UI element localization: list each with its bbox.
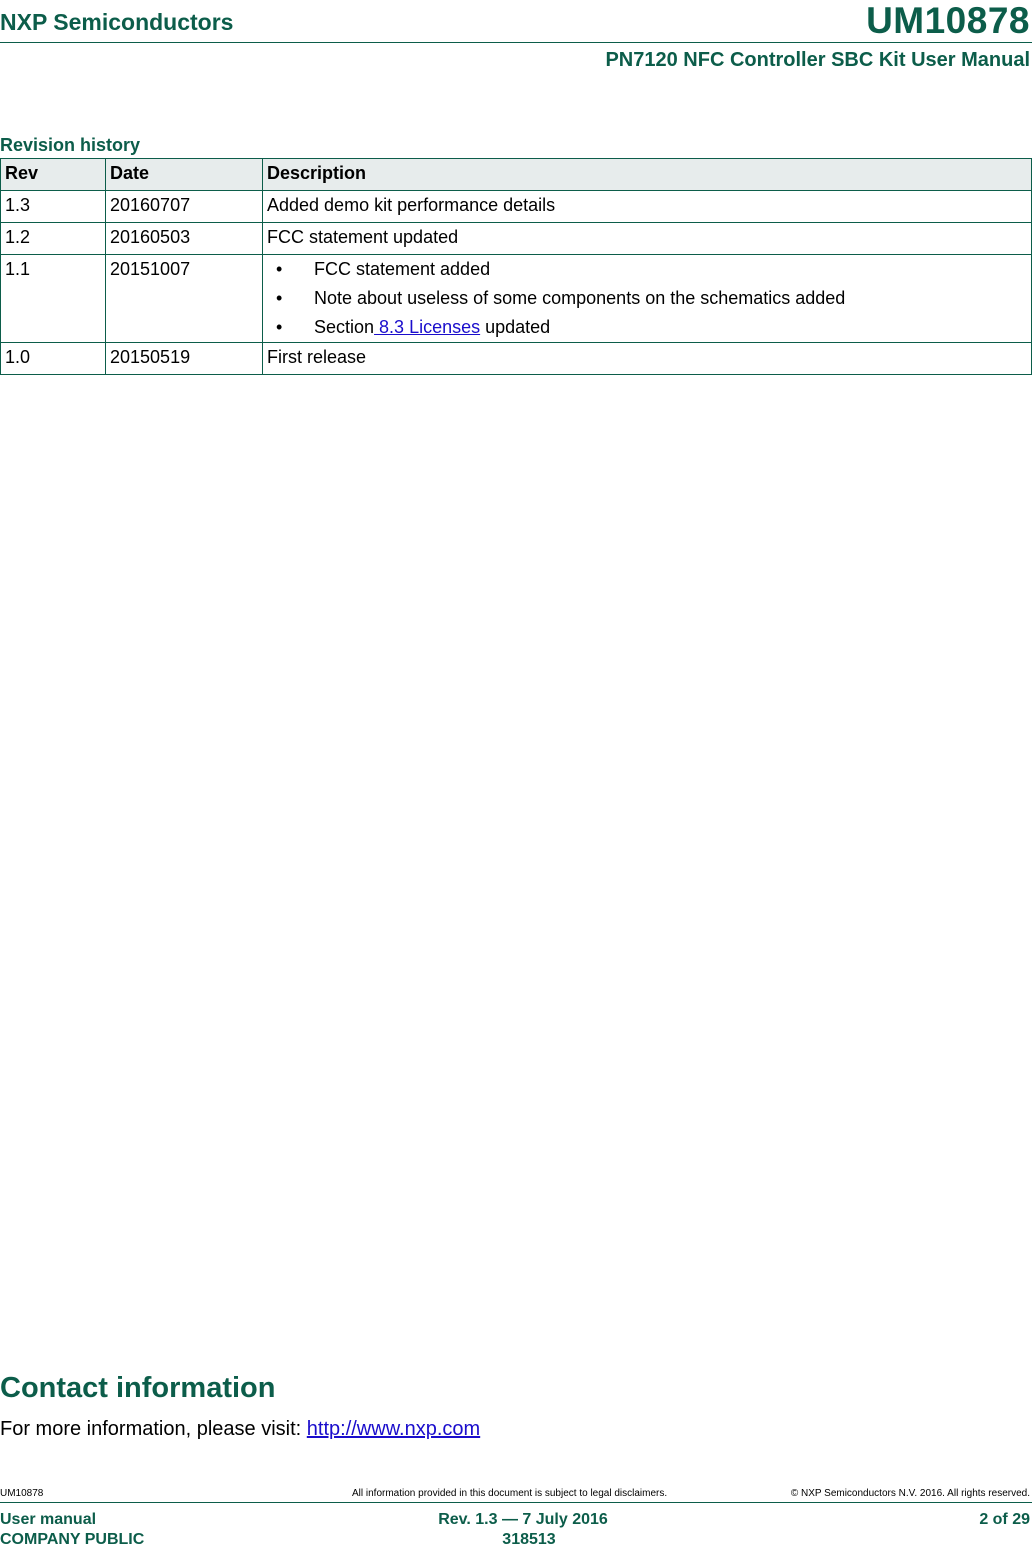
table-row (1, 223, 1032, 255)
company-name: NXP Semiconductors (0, 9, 234, 35)
table-header-row (1, 159, 1032, 191)
footer-classification: COMPANY PUBLIC (0, 1531, 145, 1548)
footer-copyright: © NXP Semiconductors N.V. 2016. All rights reserved. (790, 1488, 1030, 1499)
list-item (267, 259, 1027, 279)
bullet-icon: • (276, 259, 283, 279)
bullet-icon: • (276, 288, 283, 308)
list-item (267, 317, 1027, 337)
section-licenses-link[interactable]: 8.3 Licenses (374, 317, 481, 337)
contact-paragraph (0, 1418, 480, 1441)
list-item-text: Note about useless of some components on the schematics added (314, 288, 846, 308)
contact-heading: Contact information (0, 1372, 276, 1404)
table-row (1, 343, 1032, 375)
footer-doc-id: UM10878 (0, 1488, 44, 1499)
document-id: UM10878 (866, 0, 1030, 41)
rev-cell: 1.0 (1, 343, 106, 375)
page-number: 2 of 29 (979, 1511, 1030, 1528)
list-item (267, 288, 1027, 308)
table-row (1, 191, 1032, 223)
footer-revision: Rev. 1.3 — 7 July 2016 (438, 1511, 608, 1528)
date-cell: 20160707 (106, 191, 263, 223)
list-item-text-suffix: updated (480, 317, 551, 337)
bullet-icon: • (276, 317, 283, 337)
description-cell: FCC statement updated (263, 223, 1032, 255)
footer-disclaimer: All information provided in this document is subject to legal disclaimers. (352, 1488, 668, 1499)
rev-cell: 1.3 (1, 191, 106, 223)
column-header-rev: Rev (1, 159, 106, 191)
revision-history-heading: Revision history (0, 135, 141, 155)
column-header-date: Date (106, 159, 263, 191)
description-cell (263, 255, 1032, 343)
date-cell: 20150519 (106, 343, 263, 375)
revision-history-table (0, 158, 1032, 375)
contact-text: For more information, please visit: (0, 1418, 307, 1440)
document-subtitle: PN7120 NFC Controller SBC Kit User Manual (605, 49, 1030, 71)
description-cell: First release (263, 343, 1032, 375)
date-cell: 20151007 (106, 255, 263, 343)
header-divider (0, 42, 1032, 43)
rev-cell: 1.2 (1, 223, 106, 255)
description-cell: Added demo kit performance details (263, 191, 1032, 223)
nxp-website-link[interactable]: http://www.nxp.com (306, 1418, 481, 1440)
table-row (1, 255, 1032, 343)
list-item-text-prefix: Section (314, 317, 375, 337)
list-item-text: FCC statement added (314, 259, 491, 279)
footer-divider (0, 1502, 1032, 1503)
footer-doc-number: 318513 (502, 1531, 556, 1548)
footer-doc-type: User manual (0, 1511, 97, 1528)
date-cell: 20160503 (106, 223, 263, 255)
rev-cell: 1.1 (1, 255, 106, 343)
bullet-list (267, 259, 1027, 337)
column-header-description: Description (263, 159, 1032, 191)
